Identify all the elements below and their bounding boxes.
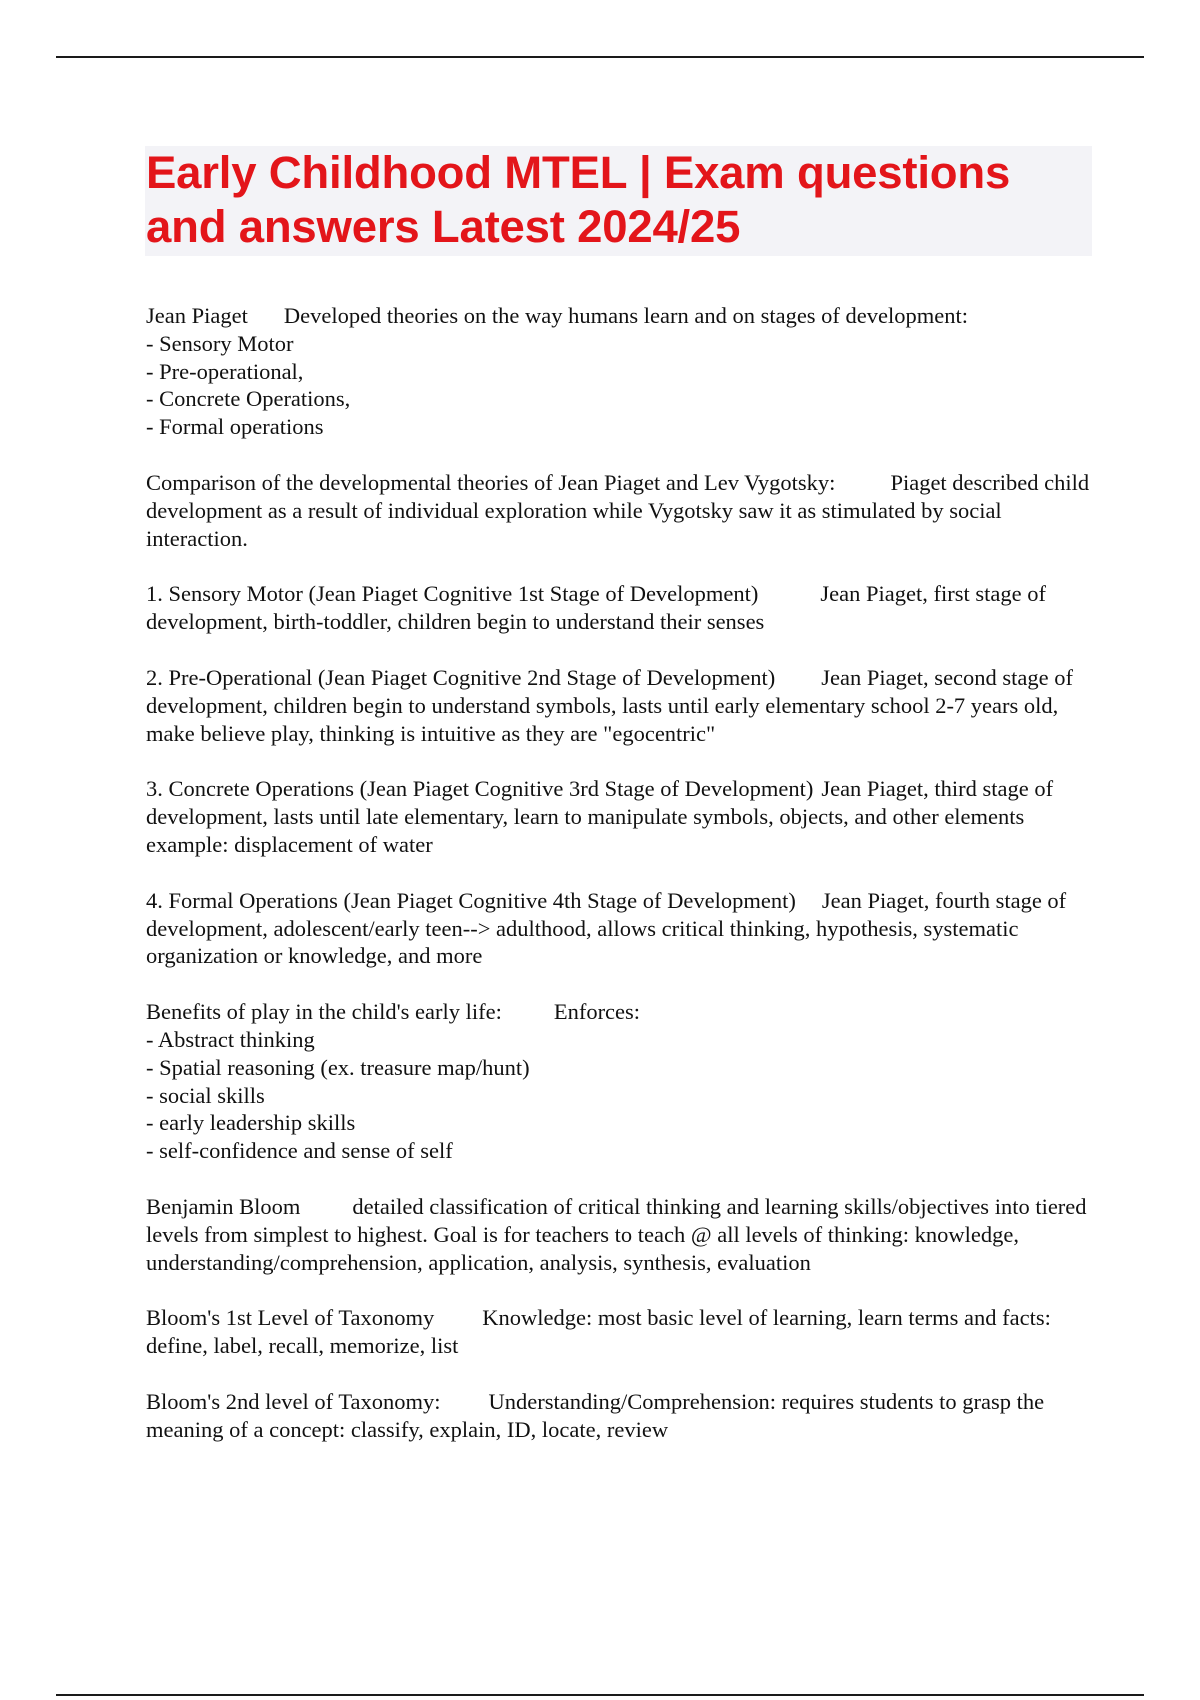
qa-definition: Understanding/Comprehension: requires students to grasp the meaning of a concept: classify, explain, ID, locate, review <box>146 1388 1045 1442</box>
qa-entry <box>146 469 1096 552</box>
qa-definition: Piaget described child development as a result of individual exploration while Vygotsky saw it as stimulated by social interaction. <box>146 469 1090 551</box>
qa-term: 1. Sensory Motor (Jean Piaget Cognitive 1st Stage of Development) <box>146 581 759 607</box>
qa-term: Benefits of play in the child's early life: <box>146 999 502 1025</box>
qa-entry <box>146 580 1096 636</box>
qa-entry <box>146 664 1096 747</box>
qa-list-item: - Formal operations <box>146 414 324 440</box>
qa-line <box>146 887 1096 970</box>
qa-definition: Jean Piaget, second stage of development, children begin to understand symbols, lasts until early elementary school 2-7 years old, make believe play, thinking is intuitive as they are "egocentric" <box>146 664 1074 746</box>
qa-entry <box>146 775 1096 858</box>
qa-term: Bloom's 1st Level of Taxonomy <box>146 1305 435 1331</box>
qa-list-item: - social skills <box>146 1082 265 1108</box>
qa-list <box>146 330 1096 441</box>
qa-term: Comparison of the developmental theories of Jean Piaget and Lev Vygotsky: <box>146 469 836 495</box>
qa-term: 2. Pre-Operational (Jean Piaget Cognitive 2nd Stage of Development) <box>146 664 776 690</box>
qa-line <box>146 1193 1096 1276</box>
qa-line <box>146 998 1096 1026</box>
qa-line <box>146 580 1096 636</box>
qa-list-item: - Spatial reasoning (ex. treasure map/hunt) <box>146 1054 530 1080</box>
qa-line <box>146 664 1096 747</box>
qa-definition: detailed classification of critical thinking and learning skills/objectives into tiered levels from simplest to highest. Goal is for teachers to teach @ all levels of thinking: knowledge, understanding/comprehension, application, analysis, synthesis, evaluation <box>146 1193 1087 1275</box>
qa-line <box>146 1304 1096 1360</box>
qa-definition: Knowledge: most basic level of learning, learn terms and facts: define, label, recall, memorize, list <box>146 1305 1051 1359</box>
qa-line <box>146 302 1096 330</box>
qa-definition: Jean Piaget, third stage of development, lasts until late elementary, learn to manipulate symbols, objects, and other elements example: displacement of water <box>146 776 1054 857</box>
qa-definition: Developed theories on the way humans learn and on stages of development: <box>283 303 969 328</box>
qa-list-item: - Concrete Operations, <box>146 386 351 412</box>
qa-entry <box>146 998 1096 1165</box>
qa-definition: Jean Piaget, first stage of development, birth-toddler, children begin to understand their senses <box>146 581 1046 635</box>
qa-term: Bloom's 2nd level of Taxonomy: <box>146 1388 441 1414</box>
qa-definition: Jean Piaget, fourth stage of development, adolescent/early teen--> adulthood, allows critical thinking, hypothesis, systematic organization or knowledge, and more <box>146 887 1067 969</box>
qa-line <box>146 469 1096 552</box>
qa-entry <box>146 887 1096 970</box>
qa-entry <box>146 1388 1096 1444</box>
document-title: Early Childhood MTEL | Exam questions and answers Latest 2024/25 <box>146 147 1011 252</box>
footer-rule <box>56 1694 1144 1696</box>
qa-line <box>146 1388 1096 1444</box>
qa-entry <box>146 1304 1096 1360</box>
qa-content <box>146 302 1096 1472</box>
qa-definition: Enforces: <box>553 999 641 1025</box>
header-rule <box>56 56 1144 58</box>
qa-term: Benjamin Bloom <box>146 1193 301 1219</box>
qa-line <box>146 775 1096 858</box>
qa-list-item: - early leadership skills <box>146 1110 356 1136</box>
qa-term: 4. Formal Operations (Jean Piaget Cognitive 4th Stage of Development) <box>146 887 796 913</box>
qa-list-item: - Pre-operational, <box>146 358 304 384</box>
qa-list-item: - Sensory Motor <box>146 330 294 356</box>
qa-term: Jean Piaget <box>146 303 248 328</box>
qa-list-item: - Abstract thinking <box>146 1026 315 1052</box>
qa-list-item: - self-confidence and sense of self <box>146 1138 453 1164</box>
qa-entry <box>146 302 1096 441</box>
qa-entry <box>146 1193 1096 1276</box>
qa-list <box>146 1026 1096 1165</box>
qa-term: 3. Concrete Operations (Jean Piaget Cognitive 3rd Stage of Development) <box>146 776 814 802</box>
